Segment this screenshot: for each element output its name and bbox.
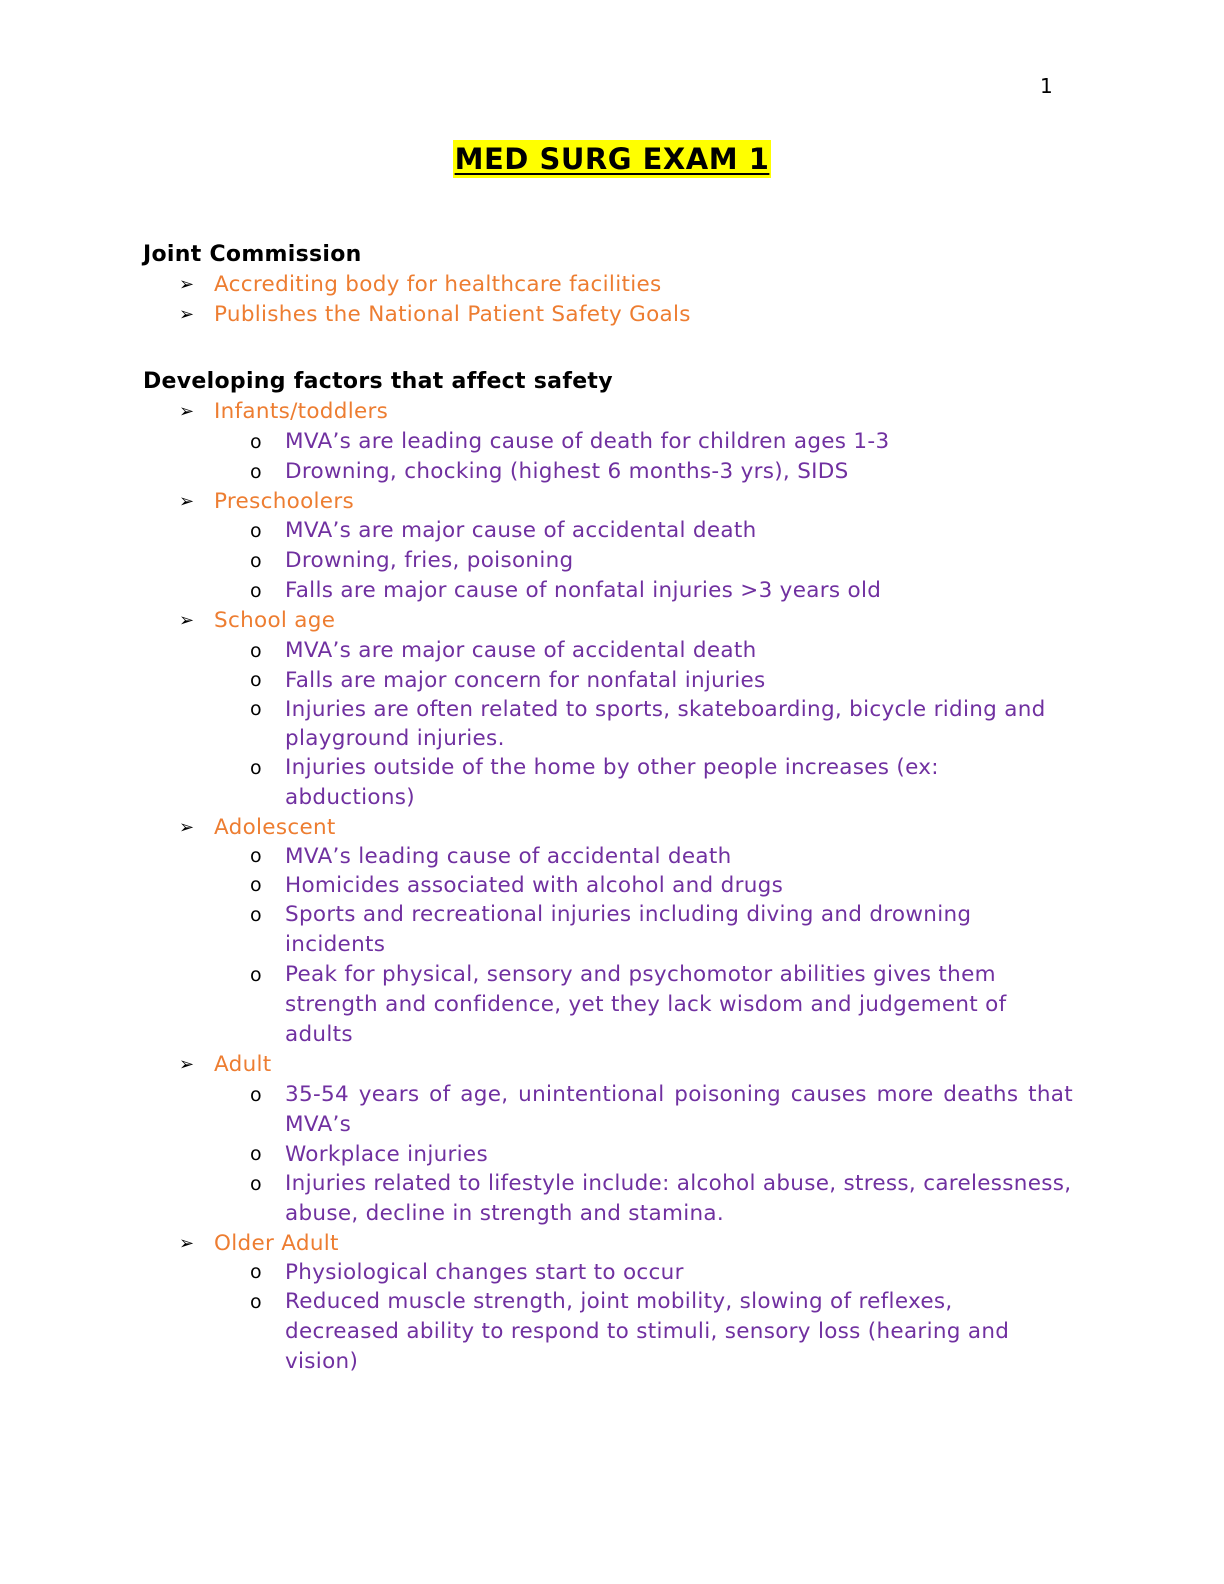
age-group-adolescent: ➢ Adolescent	[143, 813, 1083, 843]
list-item: o Drowning, fries, poisoning	[143, 546, 1083, 576]
list-item: o Falls are major concern for nonfatal injuries	[250, 667, 766, 693]
list-item: o Injuries outside of the home by other people increases (ex: abductions)	[250, 754, 939, 810]
list-item: o MVA’s leading cause of accidental death	[250, 844, 732, 869]
age-group-infants: ➢ Infants/toddlers	[143, 397, 1083, 427]
circle-bullet-icon: o	[250, 580, 262, 602]
circle-bullet-icon: o	[250, 964, 262, 986]
circle-bullet-icon: o	[250, 1291, 262, 1313]
circle-bullet-icon: o	[250, 520, 262, 542]
circle-bullet-icon: o	[250, 904, 262, 926]
list-item: o Physiological changes start to occur	[250, 1260, 684, 1285]
list-item: o Homicides associated with alcohol and drugs	[250, 873, 784, 898]
list-item: o MVA’s are major cause of accidental death	[143, 636, 1083, 666]
list-item: o Peak for physical, sensory and psychomotor abilities gives them strength and confidence, yet they lack wisdom and judgement of adults	[250, 962, 1007, 1047]
age-group-older-adult: ➢ Older Adult	[143, 1229, 1083, 1259]
arrow-bullet-icon: ➢	[179, 1054, 195, 1075]
list-item: o Reduced muscle strength, joint mobility, slowing of reflexes, decreased ability to respond to stimuli, sensory loss (hearing and vision)	[250, 1289, 1010, 1374]
circle-bullet-icon: o	[250, 1172, 262, 1195]
age-group-preschoolers: ➢ Preschoolers	[143, 487, 1083, 517]
title-wrap	[0, 140, 1224, 178]
list-item: ➢ Accrediting body for healthcare facilities	[143, 270, 1083, 300]
circle-bullet-icon: o	[250, 430, 262, 453]
list-item: o Falls are major cause of nonfatal injuries >3 years old	[143, 576, 1083, 606]
list-item: o MVA’s are major cause of accidental death	[143, 516, 1083, 546]
list-item: o Drowning, chocking (highest 6 months-3 yrs), SIDS	[143, 457, 1083, 487]
list-item: o Injuries related to lifestyle include: alcohol abuse, stress, carelessness, abuse, decline in strength and stamina.	[250, 1170, 1072, 1226]
section-heading: Joint Commission	[143, 242, 362, 267]
circle-bullet-icon: o	[250, 874, 262, 896]
section-joint-commission	[143, 240, 1083, 329]
age-group-school-age: ➢ School age	[143, 606, 1083, 636]
circle-bullet-icon: o	[250, 550, 262, 572]
arrow-bullet-icon: ➢	[179, 401, 195, 422]
arrow-bullet-icon: ➢	[179, 490, 195, 512]
arrow-bullet-icon: ➢	[179, 816, 195, 838]
list-item: o Sports and recreational injuries including diving and drowning incidents	[250, 902, 972, 957]
arrow-bullet-icon: ➢	[179, 1232, 195, 1254]
list-item: o Workplace injuries	[250, 1141, 488, 1167]
circle-bullet-icon: o	[250, 756, 262, 779]
circle-bullet-icon: o	[250, 1261, 262, 1283]
arrow-bullet-icon: ➢	[179, 610, 195, 631]
arrow-bullet-icon: ➢	[179, 274, 195, 295]
document-title: MED SURG EXAM 1	[454, 142, 770, 176]
list-item: o 35-54 years of age, unintentional poisoning causes more deaths that MVA’s	[250, 1081, 1073, 1137]
circle-bullet-icon: o	[250, 1142, 262, 1165]
circle-bullet-icon: o	[250, 1083, 262, 1106]
circle-bullet-icon: o	[250, 460, 262, 483]
list-item: ➢ Publishes the National Patient Safety Goals	[143, 300, 1083, 330]
arrow-bullet-icon: ➢	[179, 303, 195, 325]
age-group-adult: ➢ Adult	[143, 1050, 1083, 1080]
list-item: o MVA’s are leading cause of death for children ages 1-3	[143, 427, 1083, 457]
circle-bullet-icon: o	[250, 845, 262, 867]
circle-bullet-icon: o	[250, 668, 262, 691]
page-number: 1	[1040, 74, 1053, 98]
list-item: o Injuries are often related to sports, skateboarding, bicycle riding and playground injuries.	[250, 696, 1046, 751]
section-developing-factors	[143, 367, 1083, 1377]
section-heading: Developing factors that affect safety	[143, 369, 613, 394]
circle-bullet-icon: o	[250, 697, 262, 720]
circle-bullet-icon: o	[250, 639, 262, 662]
